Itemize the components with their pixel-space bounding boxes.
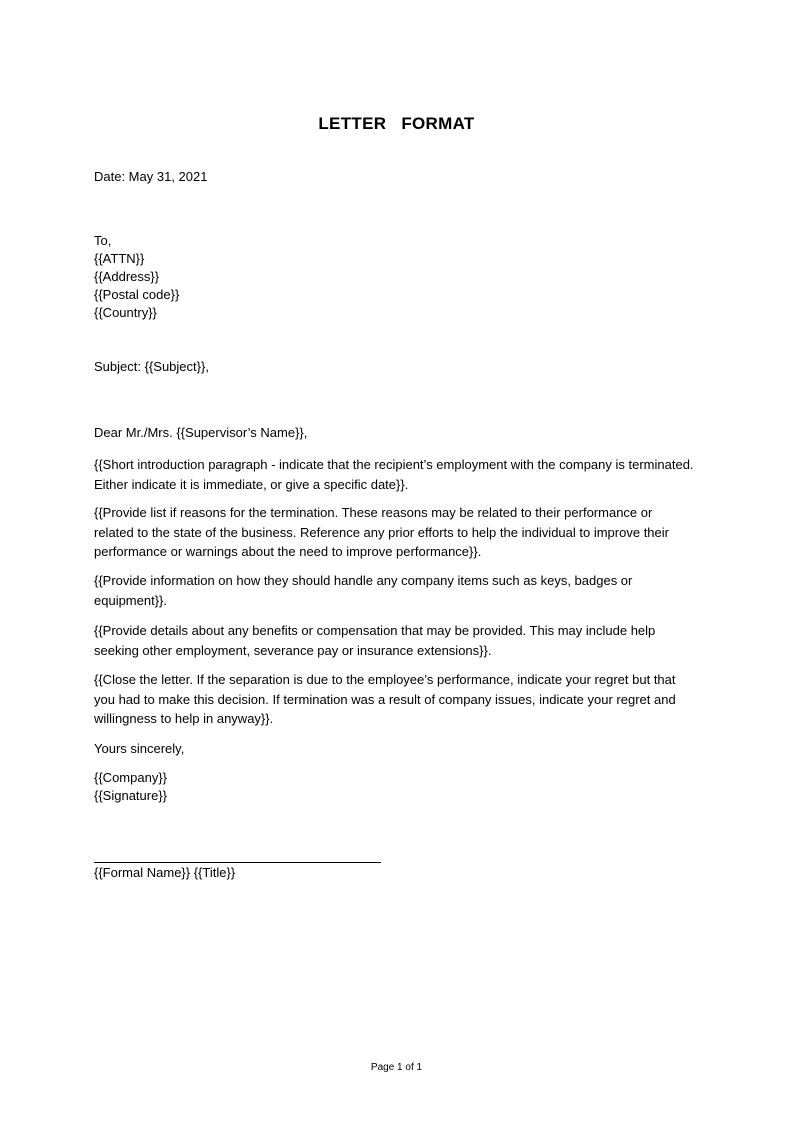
signature-rule <box>94 862 381 863</box>
recipient-to: To, <box>94 233 112 248</box>
recipient-postal-code: {{Postal code}} <box>94 287 180 302</box>
salutation: Dear Mr./Mrs. {{Supervisor’s Name}}, <box>94 425 308 440</box>
date-line: Date: May 31, 2021 <box>94 169 208 184</box>
signature-placeholder: {{Signature}} <box>94 788 168 803</box>
subject-line: Subject: {{Subject}}, <box>94 359 209 374</box>
recipient-address: {{Address}} <box>94 269 160 284</box>
recipient-country: {{Country}} <box>94 305 157 320</box>
closing-line: Yours sincerely, <box>94 741 185 756</box>
document-title: LETTER FORMAT <box>318 114 475 133</box>
paragraph-company-items: {{Provide information on how they should handle any company items such as keys, badges or equipment}}. <box>94 573 633 608</box>
page-footer: Page 1 of 1 <box>370 1062 423 1073</box>
paragraph-reasons: {{Provide list if reasons for the termination. These reasons may be related to their performance or related to the state of the business. Reference any prior efforts to help the individual to improve their performance or warnings about the need to improve performance}}. <box>94 505 669 559</box>
paragraph-introduction: {{Short introduction paragraph - indicate that the recipient’s employment with the company is terminated. Either indicate it is immediate, or give a specific date}}. <box>94 457 694 492</box>
recipient-attn: {{ATTN}} <box>94 251 145 266</box>
company-placeholder: {{Company}} <box>94 770 168 785</box>
paragraph-closing: {{Close the letter. If the separation is due to the employee’s performance, indicate your regret but that you had to make this decision. If termination was a result of company issues, indicate your regret and willingness to help in anyway}}. <box>94 672 676 726</box>
formal-name-title: {{Formal Name}} {{Title}} <box>94 865 236 880</box>
paragraph-benefits: {{Provide details about any benefits or compensation that may be provided. This may include help seeking other employment, severance pay or insurance extensions}}. <box>94 623 656 658</box>
